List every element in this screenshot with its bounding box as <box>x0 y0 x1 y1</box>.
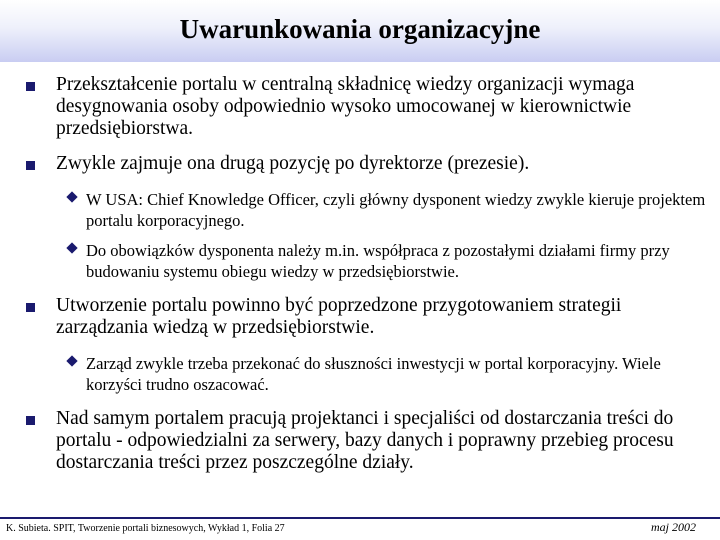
bullet-text: Utworzenie portalu powinno być poprzedzone przygotowaniem strategii zarządzania wiedzą w przedsiębiorstwie. <box>56 295 622 338</box>
slide-title: Uwarunkowania organizacyjne <box>179 14 541 44</box>
diamond-bullet-icon <box>66 242 77 253</box>
square-bullet-icon <box>26 303 35 312</box>
bullet-text: Przekształcenie portalu w centralną składnicę wiedzy organizacji wymaga desygnowania osoby odpowiednio wysoko umocowanej w kierownictwie przedsiębiorstwa. <box>56 74 635 139</box>
diamond-bullet-icon <box>66 191 77 202</box>
bullet-text: Zwykle zajmuje ona drugą pozycję po dyrektorze (prezesie). <box>56 153 530 174</box>
subbullet-text: Zarząd zwykle trzeba przekonać do słuszności inwestycji w portal korporacyjny. Wiele korzyści trudno oszacować. <box>86 354 661 394</box>
subbullet-text: W USA: Chief Knowledge Officer, czyli główny dysponent wiedzy zwykle kieruje projektem portalu korporacyjnego. <box>86 190 706 230</box>
bullet-text: Nad samym portalem pracują projektanci i specjaliści od dostarczania treści do portalu - odpowiedzialni za serwery, bazy danych i poprawny przebieg procesu dostarczania treści przez poszczególne działy. <box>56 408 674 473</box>
diamond-bullet-icon <box>66 355 77 366</box>
footer-divider <box>0 517 720 519</box>
subbullet-text: Do obowiązków dysponenta należy m.in. współpraca z pozostałymi działami firmy przy budowaniu systemu obiegu wiedzy w przedsiębiorstwie. <box>86 241 670 281</box>
square-bullet-icon <box>26 161 35 170</box>
footer-citation: K. Subieta. SPIT, Tworzenie portali biznesowych, Wykład 1, Folia 27 <box>6 523 285 534</box>
footer-date: maj 2002 <box>651 520 696 534</box>
square-bullet-icon <box>26 416 35 425</box>
square-bullet-icon <box>26 82 35 91</box>
